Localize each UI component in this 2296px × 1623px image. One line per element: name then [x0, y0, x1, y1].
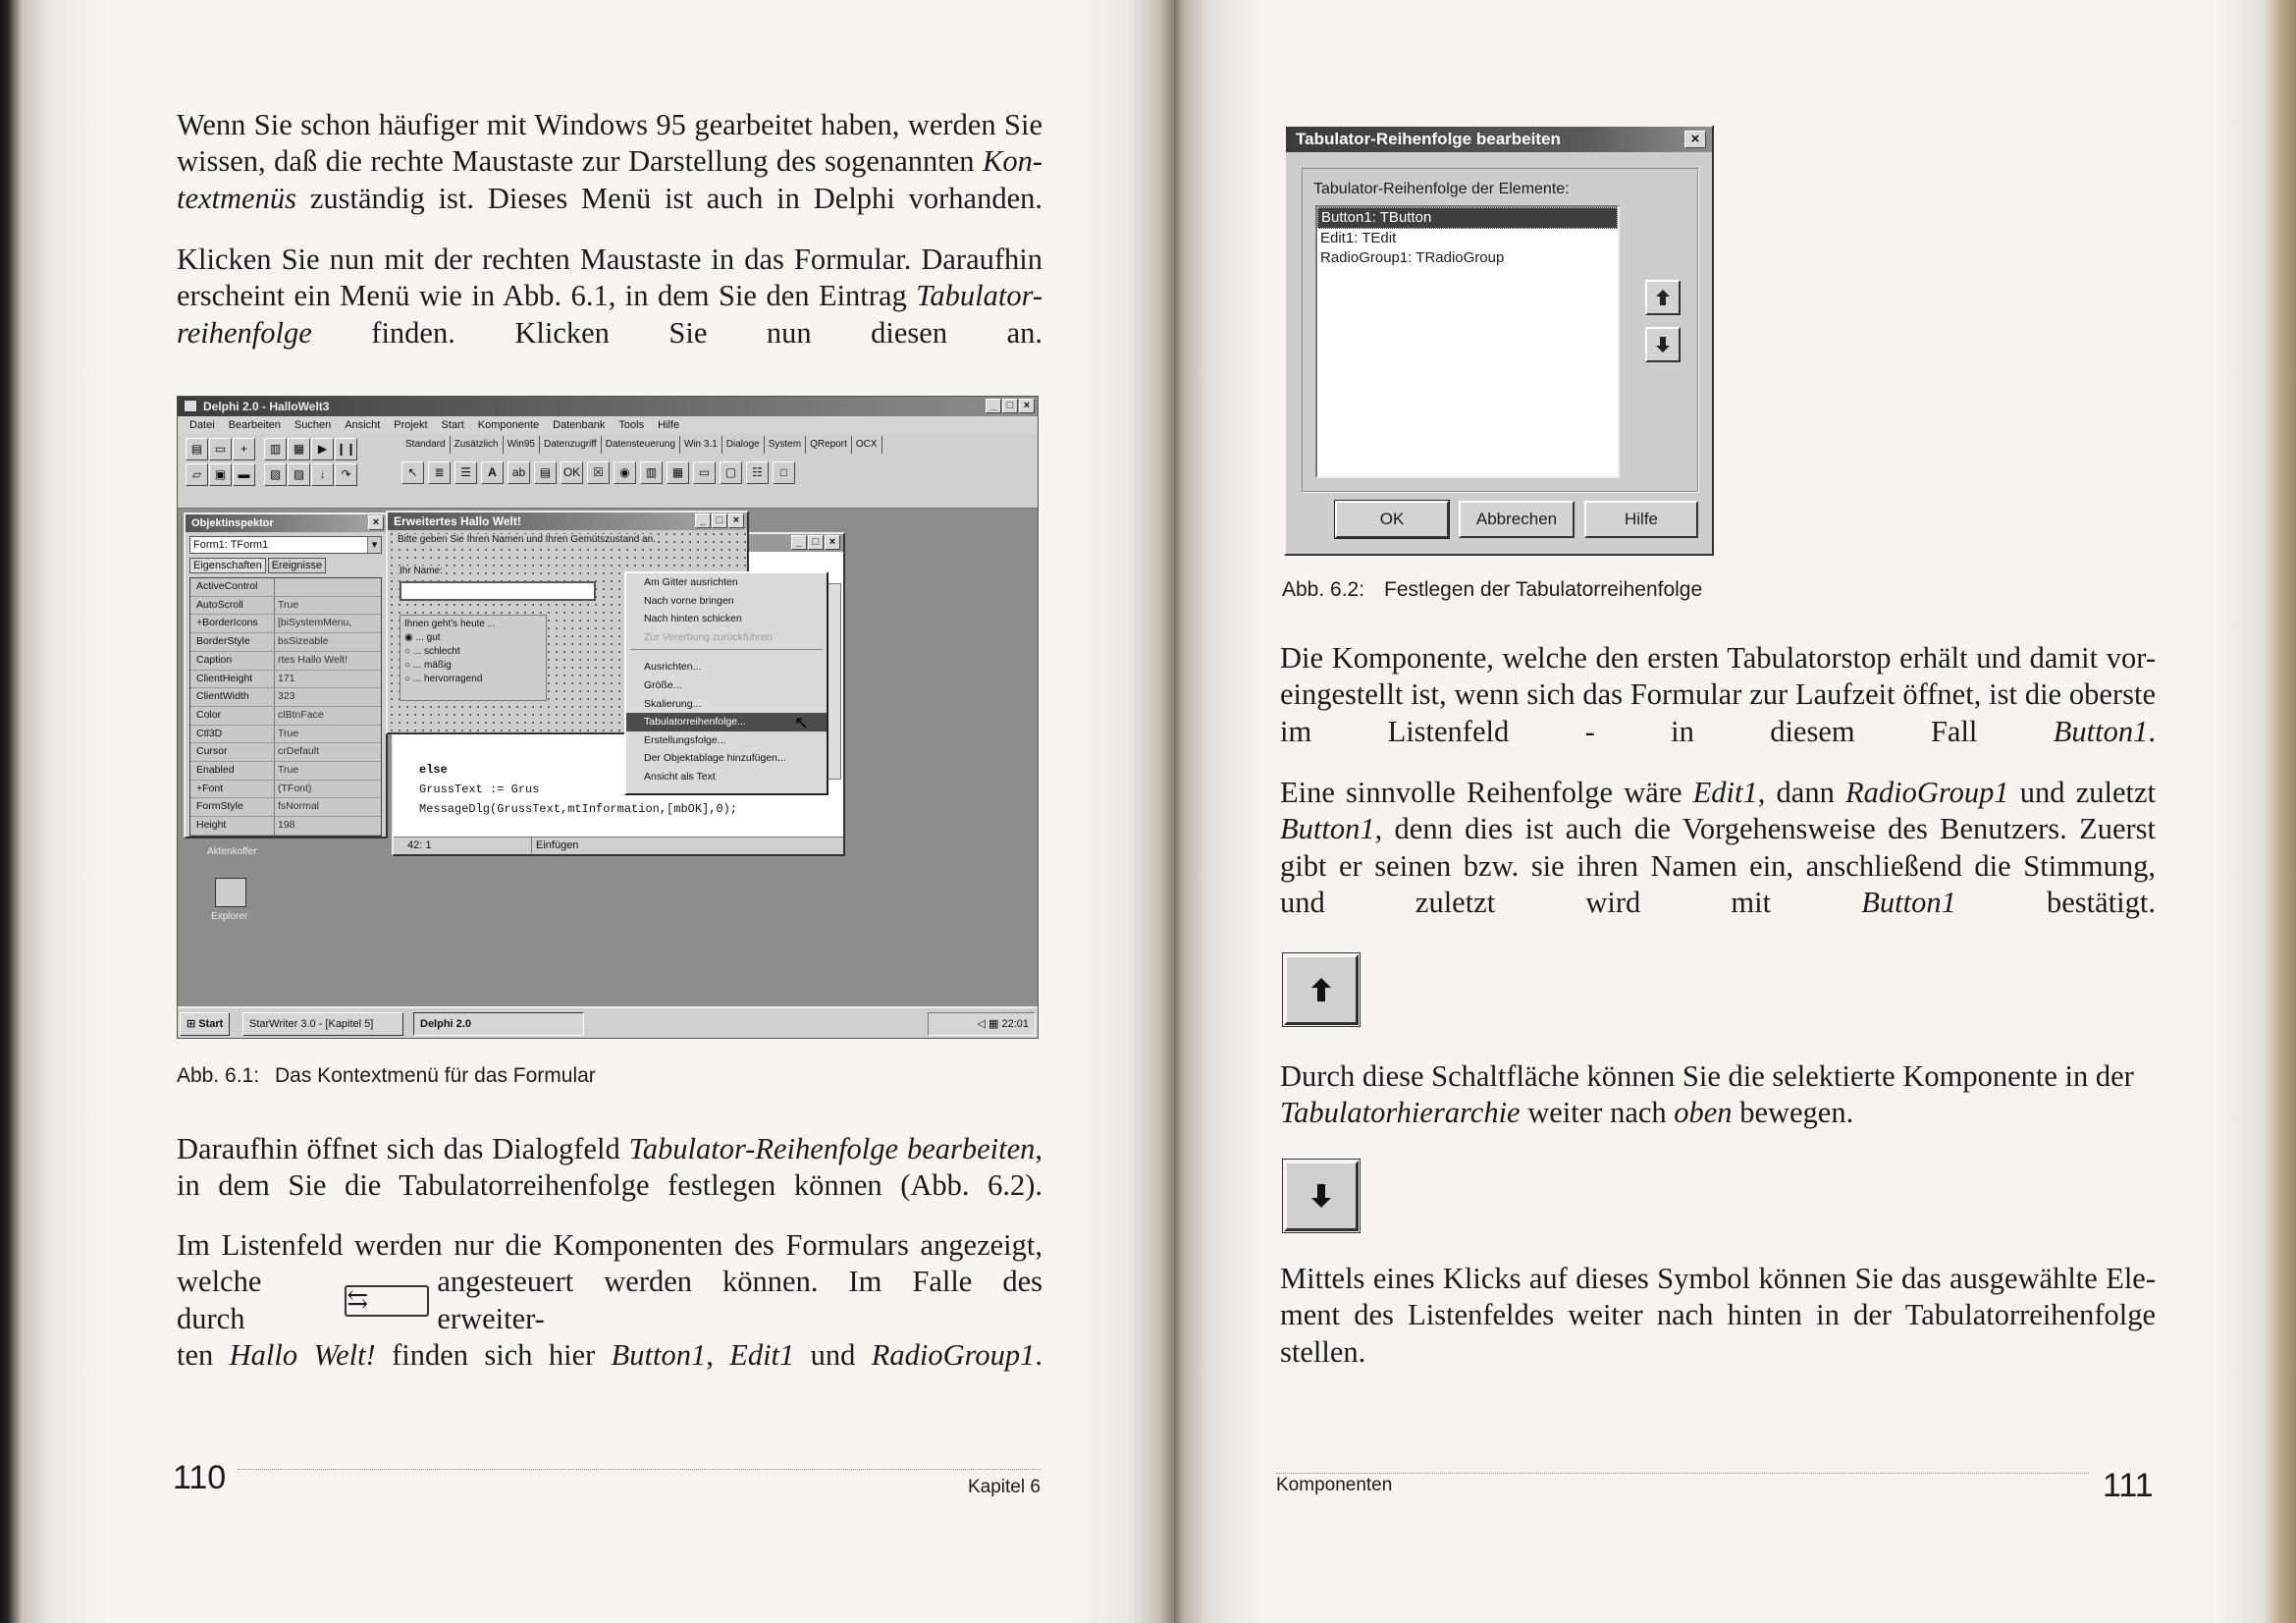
- editor-minimize-icon[interactable]: _: [791, 535, 807, 550]
- editor-scrollbar[interactable]: [828, 583, 841, 780]
- dialog-title: Tabulator-Reihenfolge bearbeiten: [1296, 130, 1561, 148]
- menu-datenbank[interactable]: Datenbank: [553, 419, 606, 431]
- menu-datei[interactable]: Datei: [189, 419, 215, 431]
- start-button[interactable]: ⊞ Start: [180, 1012, 230, 1036]
- explorer-icon[interactable]: [215, 878, 246, 907]
- tab-win31[interactable]: Win 3.1: [680, 436, 722, 454]
- property-name: Ctl3D: [190, 726, 275, 743]
- tab-datenzugriff[interactable]: Datenzugriff: [540, 436, 602, 454]
- right-paragraph-1: Die Komponente, welche den ersten Tabulatorstop erhält und damit vor- eingestellt ist, wenn sich das Formular zur Laufzeit öffnet, ist die oberste im Listenfeld - in diesem Fall Button1.: [1280, 641, 2156, 748]
- insert-mode: Einfügen: [531, 838, 578, 853]
- right-page-number: 111: [2103, 1467, 2154, 1504]
- property-value[interactable]: crDefault: [278, 745, 320, 758]
- step-icon[interactable]: ↷: [335, 463, 357, 486]
- property-value[interactable]: fsNormal: [278, 800, 320, 813]
- property-value[interactable]: True: [278, 764, 299, 777]
- toggle-form-icon[interactable]: ▨: [288, 463, 310, 486]
- arrow-down-icon: [1656, 337, 1670, 352]
- right-footer-rule: [1276, 1473, 2089, 1474]
- inspector-row[interactable]: [190, 615, 381, 633]
- trace-icon[interactable]: ↓: [311, 463, 334, 486]
- maximize-icon[interactable]: □: [1002, 399, 1018, 413]
- property-name: ClientHeight: [190, 671, 275, 688]
- component-palette: [401, 461, 795, 484]
- inspector-tabs: [189, 558, 382, 573]
- left-running-head: Kapitel 6: [968, 1477, 1041, 1497]
- property-value[interactable]: (TFont): [278, 782, 312, 794]
- menu-item-tab-order[interactable]: Tabulatorreihenfolge...: [626, 713, 827, 731]
- list-label: Tabulator-Reihenfolge der Elemente:: [1313, 181, 1570, 197]
- delphi-app-icon: [184, 400, 197, 412]
- menu-item-align[interactable]: Ausrichten...: [644, 661, 702, 674]
- menu-start[interactable]: Start: [441, 419, 464, 431]
- close-icon[interactable]: ×: [1019, 399, 1035, 413]
- radiogroup-icon[interactable]: ☷: [746, 461, 769, 484]
- button-icon[interactable]: OK: [561, 461, 583, 484]
- tab-order-dialog: [1284, 125, 1714, 556]
- checkbox-icon[interactable]: ☒: [587, 461, 610, 484]
- tab-key-icon: ⇆: [345, 1285, 429, 1317]
- context-menu: [624, 571, 828, 795]
- cursor-position: 42: 1: [407, 839, 432, 851]
- tab-zusaetzlich[interactable]: Zusätzlich: [451, 436, 504, 454]
- menu-separator: [630, 649, 823, 655]
- minimize-icon[interactable]: _: [986, 399, 1001, 413]
- right-paragraph-2: Eine sinnvolle Reihenfolge wäre Edit1, dann RadioGroup1 und zuletzt Button1, denn dies ist auch die Vorgehensweise des Benutzers. Zuerst gibt er seinen bzw. sie ihren Namen ein, anschließend die Stimmung, und zuletzt wird mit Button1 bestätigt.: [1280, 776, 2156, 919]
- left-paragraph-2: Klicken Sie nun mit der rechten Maustaste in das Formular. Daraufhin erscheint ein Menü wie in Abb. 6.1, in dem Sie den Eintrag Tabulator- reihenfolge finden. Klicken Sie nun diesen an.: [177, 243, 1042, 350]
- tray-icons: ◁ ▦: [977, 1018, 1002, 1030]
- pause-icon[interactable]: ❙❙: [335, 438, 357, 460]
- inspector-object-select[interactable]: Form1: TForm1 ▾: [189, 536, 382, 554]
- clock: 22:01: [1001, 1018, 1029, 1030]
- tab-system[interactable]: System: [765, 436, 806, 454]
- inspector-row[interactable]: [190, 798, 381, 817]
- property-value[interactable]: True: [278, 727, 299, 739]
- figure-6-2-caption: Abb. 6.2: Festlegen der Tabulatorreihenfolge: [1282, 578, 1703, 601]
- property-name: FormStyle: [190, 798, 275, 816]
- delphi-title: Delphi 2.0 - HalloWelt3: [203, 400, 330, 413]
- list-item[interactable]: Button1: TButton: [1317, 207, 1618, 229]
- listbox-icon[interactable]: ▥: [640, 461, 663, 484]
- left-paragraph-3: Daraufhin öffnet sich das Dialogfeld Tabulator-Reihenfolge bearbeiten, in dem Sie die Tabulatorreihenfolge festlegen können (Abb. 6.2).: [177, 1132, 1042, 1203]
- property-name: ActiveControl: [190, 578, 275, 596]
- system-tray: [928, 1012, 1036, 1036]
- explorer-label: Explorer: [211, 911, 248, 922]
- name-label: Ihr Name:: [400, 566, 443, 576]
- add-file-icon[interactable]: +: [233, 438, 255, 460]
- form-maximize-icon[interactable]: □: [712, 514, 727, 528]
- menu-ansicht[interactable]: Ansicht: [345, 419, 381, 431]
- open-icon[interactable]: ▱: [186, 463, 208, 486]
- property-value[interactable]: clBtnFace: [278, 708, 324, 721]
- palette-tabs: [401, 436, 882, 454]
- left-paragraph-4: Im Listenfeld werden nur die Komponenten des Formulars angezeigt, welche durch ⇆ angesteuert werden können. Im Falle des erweiter- ten Hallo Welt! finden sich hier Button1, Edit1 und RadioGroup1.: [177, 1228, 1043, 1372]
- code-text[interactable]: else GrussText := Grus MessageDlg(GrussText,mtInformation,[mbOK],0);: [419, 763, 738, 816]
- inspector-row[interactable]: [190, 762, 381, 781]
- delphi-menu-bar: [178, 416, 1038, 434]
- property-name: Height: [190, 817, 275, 835]
- tab-standard[interactable]: Standard: [401, 436, 451, 454]
- memo-icon[interactable]: ▤: [534, 461, 557, 484]
- menu-hilfe[interactable]: Hilfe: [658, 419, 680, 431]
- open-file-icon[interactable]: ▭: [209, 438, 232, 460]
- menu-item-scale[interactable]: Skalierung...: [644, 697, 702, 710]
- figure-6-1-caption: Abb. 6.1: Das Kontextmenü für das Formular: [177, 1064, 596, 1087]
- delphi-toolbar: [178, 434, 1038, 509]
- property-value[interactable]: bsSizeable: [278, 635, 329, 648]
- radiobutton-icon[interactable]: ◉: [614, 461, 636, 484]
- property-name: ClientWidth: [190, 688, 275, 706]
- right-paragraph-3: Durch diese Schaltfläche können Sie die selektierte Komponente in der Tabulatorhierarchie weiter nach oben bewegen.: [1280, 1059, 2134, 1130]
- form-close-icon[interactable]: ×: [728, 514, 744, 528]
- property-name: AutoScroll: [190, 597, 275, 615]
- new-form-icon[interactable]: ▧: [264, 463, 287, 486]
- property-value[interactable]: rtes Hallo Welt!: [278, 653, 347, 666]
- down-arrow-button-illustration: [1284, 1161, 1359, 1231]
- property-name: Caption: [190, 652, 275, 670]
- menu-bearbeiten[interactable]: Bearbeiten: [228, 419, 281, 431]
- editor-maximize-icon[interactable]: □: [808, 535, 824, 550]
- form-title: Erweitertes Hallo Welt!: [394, 514, 521, 528]
- save-icon[interactable]: ▣: [209, 463, 232, 486]
- inspector-title: Objektinspektor: [191, 517, 274, 529]
- inspector-row[interactable]: [190, 688, 381, 707]
- object-inspector: [184, 513, 388, 839]
- panel-icon[interactable]: □: [773, 461, 795, 484]
- menu-item-view-as-text[interactable]: Ansicht als Text: [644, 770, 716, 783]
- mood-group-label: Ihnen geht's heute ...: [404, 619, 497, 629]
- property-name: BorderStyle: [190, 633, 275, 651]
- open-project-icon[interactable]: ▤: [186, 438, 208, 460]
- tab-ereignisse[interactable]: Ereignisse: [268, 558, 326, 573]
- mouse-cursor-icon: ↖: [794, 713, 810, 732]
- editor-close-icon[interactable]: ×: [825, 535, 840, 550]
- chevron-down-icon[interactable]: ▾: [367, 537, 381, 553]
- groupbox-icon[interactable]: ▢: [720, 461, 742, 484]
- inspector-row[interactable]: [190, 707, 381, 726]
- right-running-head: Komponenten: [1276, 1475, 1393, 1495]
- label-icon[interactable]: A: [481, 461, 504, 484]
- radio-option[interactable]: ◉ ... gut: [404, 632, 441, 643]
- delphi-screenshot: [177, 396, 1039, 1039]
- menu-komponente[interactable]: Komponente: [477, 419, 540, 431]
- scrollbar-icon[interactable]: ▭: [693, 461, 716, 484]
- popupmenu-icon[interactable]: ☰: [454, 461, 477, 484]
- property-value[interactable]: 171: [278, 672, 295, 684]
- tab-qreport[interactable]: QReport: [806, 436, 852, 454]
- radio-option[interactable]: ○ ... hervorragend: [404, 674, 483, 684]
- radio-option[interactable]: ○ ... schlecht: [404, 646, 460, 657]
- property-value[interactable]: [275, 578, 278, 596]
- taskbar: [178, 1006, 1038, 1038]
- property-name: +Font: [190, 781, 275, 798]
- menu-item-send-back[interactable]: Nach hinten schicken: [644, 613, 742, 625]
- inspector-row[interactable]: [190, 726, 381, 744]
- menu-item-revert-inherited: Zur Vererbung zurückführen: [644, 630, 773, 643]
- pointer-icon[interactable]: ↖: [401, 461, 424, 484]
- property-value[interactable]: 198: [278, 819, 295, 832]
- arrow-down-icon: [1311, 1184, 1331, 1208]
- arrow-up-icon: [1656, 290, 1670, 305]
- select-unit-icon[interactable]: ▥: [264, 438, 287, 460]
- inspector-row[interactable]: [190, 817, 381, 836]
- inspector-grid: [189, 577, 382, 837]
- mood-radiogroup: [400, 615, 547, 701]
- menu-item-size[interactable]: Größe...: [644, 678, 682, 691]
- list-item[interactable]: RadioGroup1: TRadioGroup: [1320, 249, 1505, 266]
- cancel-button[interactable]: Abbrechen: [1459, 501, 1575, 538]
- dialog-title-bar: [1286, 127, 1712, 152]
- move-down-button[interactable]: [1645, 327, 1681, 362]
- select-form-icon[interactable]: ▦: [288, 438, 310, 460]
- tab-win95[interactable]: Win95: [504, 436, 540, 454]
- inspector-row[interactable]: [190, 633, 381, 652]
- menu-item-bring-front[interactable]: Nach vorne bringen: [644, 594, 734, 607]
- property-value[interactable]: True: [278, 598, 299, 611]
- up-arrow-button-illustration: [1284, 954, 1359, 1025]
- menu-suchen[interactable]: Suchen: [294, 419, 332, 431]
- tab-order-list[interactable]: [1315, 205, 1620, 478]
- inspector-close-icon[interactable]: ×: [368, 515, 384, 530]
- tab-dialoge[interactable]: Dialoge: [722, 436, 765, 454]
- inspector-row[interactable]: [190, 743, 381, 762]
- menu-item-align-grid[interactable]: Am Gitter ausrichten: [644, 576, 738, 588]
- arrow-up-icon: [1311, 978, 1331, 1001]
- inspector-row[interactable]: [190, 671, 381, 689]
- menu-item-creation-order[interactable]: Erstellungsfolge...: [644, 733, 726, 746]
- radio-option[interactable]: ○ ... mäßig: [404, 660, 452, 671]
- inspector-row[interactable]: [190, 781, 381, 799]
- form-prompt-label: Bitte geben Sie Ihren Namen und Ihren Gemütszustand an.: [398, 534, 656, 545]
- form-minimize-icon[interactable]: _: [695, 514, 711, 528]
- list-item[interactable]: Edit1: TEdit: [1320, 230, 1397, 246]
- tab-datensteuerung[interactable]: Datensteuerung: [602, 436, 680, 454]
- left-paragraph-1: Wenn Sie schon häufiger mit Windows 95 gearbeitet haben, werden Sie wissen, daß die rechte Maustaste zur Darstellung des sogenannten Kon- textmenüs zuständig ist. Dieses Menü ist auch in Delphi vorhanden.: [177, 108, 1042, 215]
- left-page-number: 110: [173, 1459, 227, 1496]
- editor-status-bar: [394, 837, 843, 854]
- name-edit-field[interactable]: [400, 581, 596, 601]
- property-name: +BorderIcons: [190, 615, 275, 632]
- tab-ocx[interactable]: OCX: [852, 436, 882, 454]
- aktenkoffer-label: Aktenkoffer: [207, 846, 257, 857]
- property-name: Color: [190, 707, 275, 725]
- task-starwriter[interactable]: StarWriter 3.0 - [Kapitel 5]: [242, 1012, 403, 1036]
- property-name: Cursor: [190, 743, 275, 761]
- property-value[interactable]: [biSystemMenu,: [278, 617, 352, 629]
- ok-button[interactable]: OK: [1335, 501, 1449, 538]
- menu-item-add-to-repository[interactable]: Der Objektablage hinzufügen...: [644, 752, 786, 765]
- mainmenu-icon[interactable]: ≣: [428, 461, 451, 484]
- tab-eigenschaften[interactable]: Eigenschaften: [189, 558, 266, 573]
- run-icon[interactable]: ▶: [311, 438, 334, 460]
- inspector-row[interactable]: [190, 578, 381, 597]
- property-name: Enabled: [190, 762, 275, 780]
- right-paragraph-4: Mittels eines Klicks auf dieses Symbol können Sie das ausgewählte Ele- ment des Listenfeldes weiter nach hinten in der Tabulatorreihenfolge stellen.: [1280, 1262, 2156, 1369]
- save-all-icon[interactable]: ▬: [233, 463, 255, 486]
- menu-projekt[interactable]: Projekt: [394, 419, 428, 431]
- combobox-icon[interactable]: ▦: [667, 461, 689, 484]
- edit-icon[interactable]: ab: [507, 461, 530, 484]
- menu-tools[interactable]: Tools: [618, 419, 645, 431]
- move-up-button[interactable]: [1645, 280, 1681, 315]
- inspector-row[interactable]: [190, 597, 381, 616]
- task-delphi[interactable]: Delphi 2.0: [413, 1012, 584, 1036]
- delphi-title-bar: [178, 397, 1038, 416]
- inspector-row[interactable]: [190, 652, 381, 671]
- dialog-close-icon[interactable]: ×: [1684, 131, 1706, 148]
- help-button[interactable]: Hilfe: [1584, 501, 1698, 538]
- property-value[interactable]: 323: [278, 690, 295, 703]
- left-footer-rule: [238, 1469, 1041, 1470]
